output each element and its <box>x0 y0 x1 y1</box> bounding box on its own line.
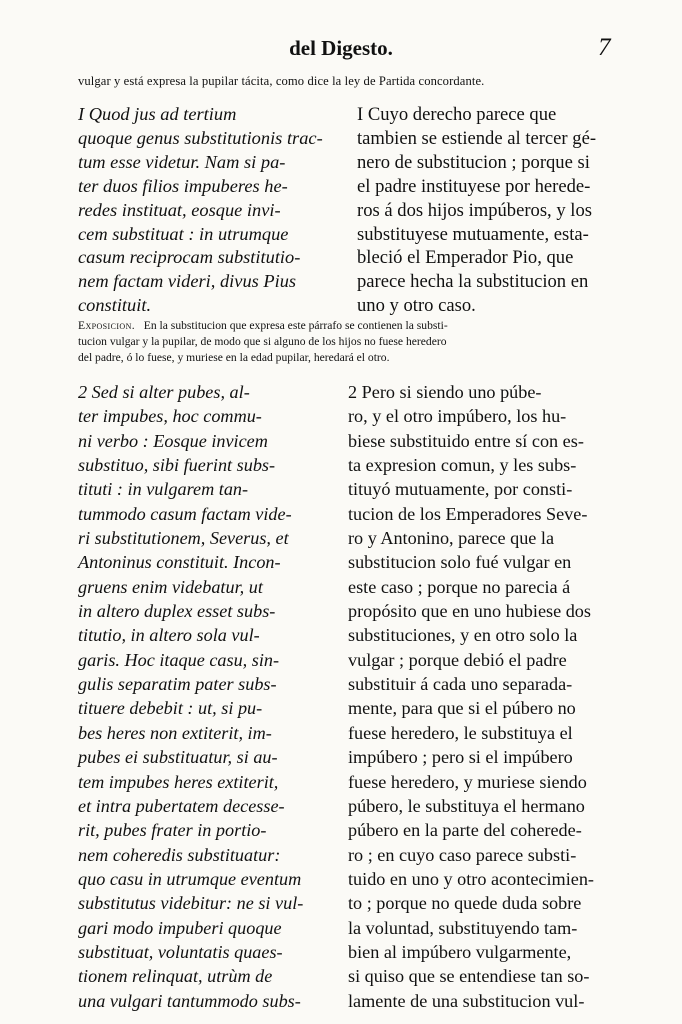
text-line: titutio, in altero sola vul- <box>78 625 260 646</box>
text-line: tucion de los Emperadores Seve- <box>348 503 588 524</box>
text-line: tituti : in vulgarem tan- <box>78 479 249 500</box>
text-line: ro ; en cuyo caso parece substi- <box>348 844 577 865</box>
text-line: fuese heredero, y muriese siendo <box>348 771 587 792</box>
text-line: ro y Antonino, parece que la <box>348 528 555 549</box>
text-line: púbero en la parte del coherede- <box>348 820 582 841</box>
section-1-latin-text <box>78 103 340 318</box>
text-line: gulis separatim pater subs- <box>78 674 277 695</box>
text-line: vulgar ; porque debió el padre <box>348 649 567 670</box>
text-line: substituat, voluntatis quaes- <box>78 941 283 962</box>
text-line: quo casu in utrumque eventum <box>78 868 302 889</box>
text-line: tummodo casum factam vide- <box>78 503 292 524</box>
text-line: rit, pubes frater in portio- <box>78 820 267 841</box>
text-line: nero de substitucion ; porque si <box>357 151 590 173</box>
text-line: este caso ; porque no parecia á <box>348 576 571 597</box>
text-line: propósito que en uno hubiese dos <box>348 601 591 622</box>
text-line: I Quod jus ad tertium <box>78 104 237 124</box>
text-line: in altero duplex esset subs- <box>78 601 276 622</box>
text-line: biese substituido entre sí con es- <box>348 430 584 451</box>
text-line: ta expresion comun, y les subs- <box>348 455 577 476</box>
section-1-spanish-text <box>357 103 615 318</box>
text-line: púbero, le substituya el hermano <box>348 795 585 816</box>
text-line: 2 Sed si alter pubes, al- <box>78 382 250 402</box>
text-line: gari modo impuberi quoque <box>78 917 282 938</box>
running-line: vulgar y está expresa la pupilar tácita, como dice la ley de Partida concordante. <box>78 74 485 88</box>
text-line: uno y otro caso. <box>357 295 476 317</box>
text-line: substitucion solo fué vulgar en <box>348 552 572 573</box>
text-line: una vulgari tantummodo subs- <box>78 990 301 1011</box>
text-line: ros á dos hijos impúberos, y los <box>357 199 593 221</box>
text-line: nem factam videri, divus Pius <box>78 271 297 292</box>
page-header-title: del Digesto. <box>289 36 393 60</box>
text-line: substituciones, y en otro solo la <box>348 625 578 646</box>
exposicion-line <box>78 318 618 334</box>
text-line: tuido en uno y otro acontecimien- <box>348 868 594 889</box>
exposicion-label: Exposicion. <box>78 319 136 332</box>
text-line: substitutus videbitur: ne si vul- <box>78 893 304 914</box>
text-line: parece hecha la substitucion en <box>357 271 589 293</box>
text-line: 2 Pero si siendo uno púbe- <box>348 382 542 402</box>
text-line: ter impubes, hoc commu- <box>78 406 262 427</box>
text-line: casum reciprocam substitutio- <box>78 247 301 268</box>
section-2-spanish-text <box>348 380 614 1013</box>
text-line: cem substituat : in utrumque <box>78 223 289 244</box>
text-line: pubes ei substituatur, si au- <box>78 747 278 768</box>
text-line: lamente de una substitucion vul- <box>348 990 585 1011</box>
text-line: gruens enim videbatur, ut <box>78 576 263 597</box>
text-line: ni verbo : Eosque invicem <box>78 430 268 451</box>
text-line: redes instituat, eosque invi- <box>78 199 281 220</box>
text-line: ri substitutionem, Severus, et <box>78 528 289 549</box>
text-line: to ; porque no quede duda sobre <box>348 893 582 914</box>
text-line: substituyese mutuamente, esta- <box>357 223 589 245</box>
text-line: la voluntad, substituyendo tam- <box>348 917 578 938</box>
text-line: tituere debebit : ut, si pu- <box>78 698 263 719</box>
page-number: 7 <box>598 34 611 61</box>
text-line: mente, para que si el púbero no <box>348 698 576 719</box>
text-line: tionem relinquat, utrùm de <box>78 966 273 987</box>
text-line: ter duos filios impuberes he- <box>78 175 288 196</box>
text-line: Antoninus constituit. Incon- <box>78 552 281 573</box>
exposicion-line: tucion vulgar y la pupilar, de modo que si alguno de los hijos no fuese heredero <box>78 335 447 348</box>
text-line: el padre instituyese por herede- <box>357 175 591 197</box>
text-line: I Cuyo derecho parece que <box>357 104 557 125</box>
text-line: substituir á cada uno separada- <box>348 674 573 695</box>
text-line: si quiso que se entendiese tan so- <box>348 966 590 987</box>
text-line: tituyó mutuamente, por consti- <box>348 479 573 500</box>
text-line: ro, y el otro impúbero, los hu- <box>348 406 567 427</box>
text-line: et intra pubertatem decesse- <box>78 795 285 816</box>
exposicion-line: del padre, ó lo fuese, y muriese en la edad pupilar, heredará el otro. <box>78 351 390 364</box>
text-line: substituo, sibi fuerint subs- <box>78 455 276 476</box>
section-2-latin-text <box>78 380 340 1013</box>
text-line: fuese heredero, le substituya el <box>348 722 573 743</box>
text-line: bien al impúbero vulgarmente, <box>348 941 572 962</box>
text-line: garis. Hoc itaque casu, sin- <box>78 649 280 670</box>
text-line: nem coheredis substituatur: <box>78 844 281 865</box>
text-line: bleció el Emperador Pio, que <box>357 247 574 269</box>
text-line: constituit. <box>78 295 152 316</box>
exposicion-text: En la substitucion que expresa este párrafo se contienen la substi- <box>143 319 448 332</box>
text-line: tum esse videtur. Nam si pa- <box>78 151 286 172</box>
exposicion-note <box>78 318 618 366</box>
text-line: impúbero ; pero si el impúbero <box>348 747 573 768</box>
text-line: bes heres non extiterit, im- <box>78 722 272 743</box>
text-line: tem impubes heres extiterit, <box>78 771 279 792</box>
text-line: quoque genus substitutionis trac- <box>78 127 323 148</box>
text-line: tambien se estiende al tercer gé- <box>357 127 597 149</box>
